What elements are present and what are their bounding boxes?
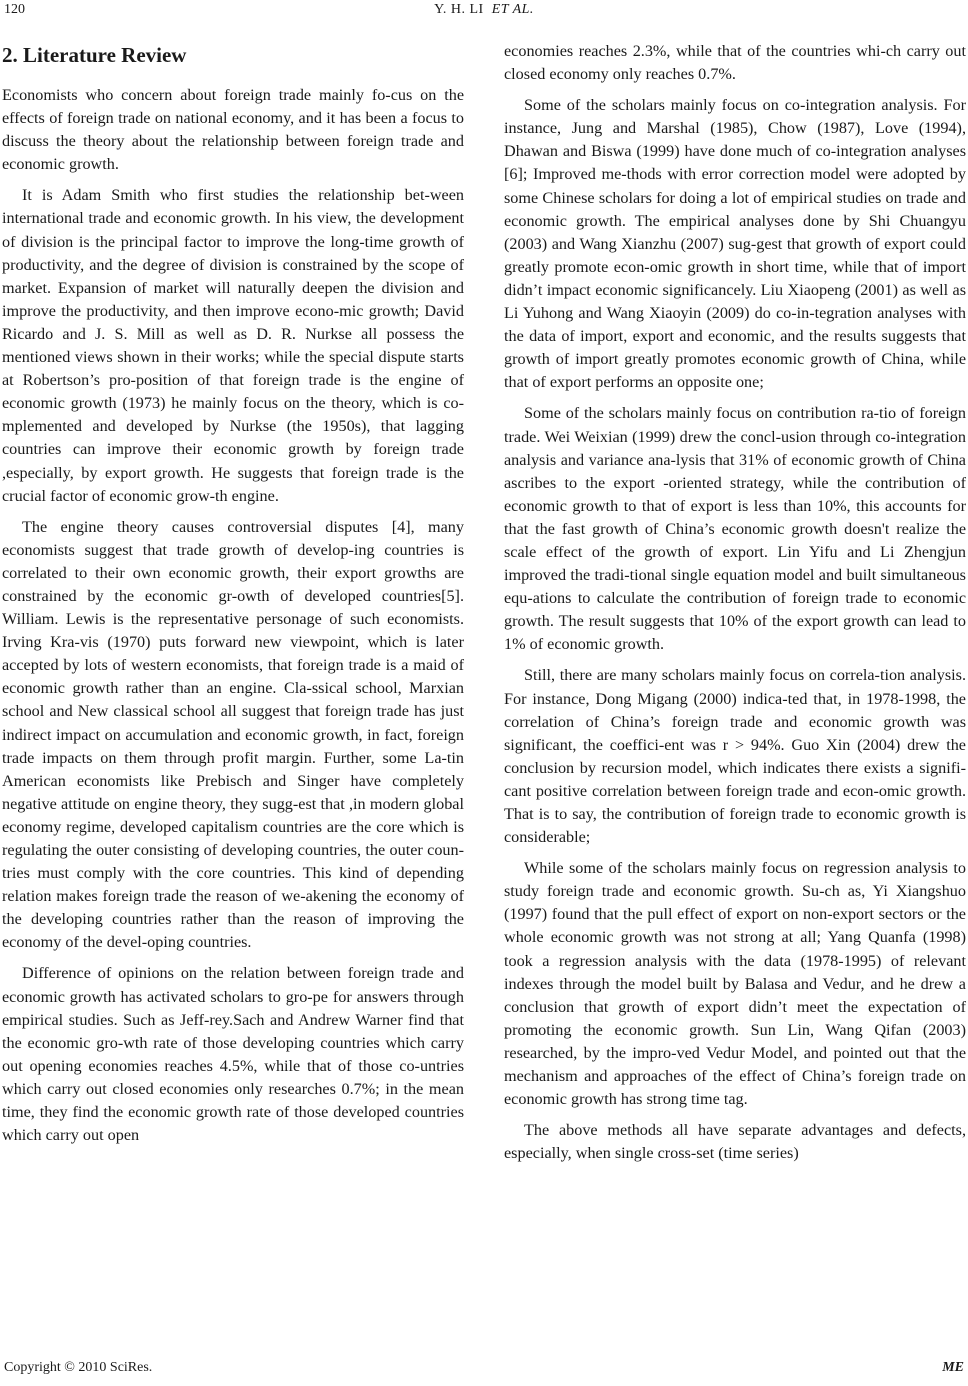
paragraph: The engine theory causes controversial disputes [4], many economists suggest that trade growth of develop-ing countries is correlated to their own economic growth, their export growths are constrained by the economic gr-owth of developed countries[5]. William. Lewis is the representative personage of such economists. Irving Kra-vis (1970) puts forward new viewpoint, which is later accepted by lots of western economists, that foreign trade is a maid of economic growth rather than an engine. Cla-ssical school, Marxian school and New classical school all suggest that foreign trade has just indirect impact on accumulation and economic growth, in fact, foreign trade impacts on them through profit margin. Further, some La-tin American economists like Prebisch and Singer have completely negative attitude on engine theory, they sugg-est that ,in modern global economy regime, developed capitalism countries are the core which is regulating the outer consisting of developing countries, the outer coun-tries must comply with the core countries. This kind of depending relation makes foreign trade the reason of we-akening the economy of the developing countries rather than the reason of improving the economy of the devel-oping countries. [2,517,464,952]
right-column [504,40,966,1173]
paragraph: Some of the scholars mainly focus on contribution ra-tio of foreign trade. Wei Weixian (1999) drew the concl-usion through co-integration analysis and variance ana-lysis that 31% of economic growth of China ascribes to the export -oriented strategy, while the contribution of economic growth to that of export is less than 10%, this accounts for that the fast growth of China’s economic growth doesn't realize the scale effect of the growth of export. Lin Yifu and Li Zhengjun improved the tradi-tional single equation model and built simultaneous equ-ations to calculate the contribution of foreign trade to economic growth. The result suggests that 10% of the export growth can lead to 1% of economic growth. [504,404,966,654]
paragraph: Some of the scholars mainly focus on co-integration analysis. For instance, Jung and Marshal (1985), Chow (1987), Love (1994), Dhawan and Biswa (1999) have done much of co-integration analyses [6]; Improved me-thods with error correction model were adopted by some Chinese scholars for doing a lot of empirical studies on trade and economic growth. The empirical analyses done by Shi Chuangyu (2003) and Wang Xianzhu (2007) sug-gest that growth of export could greatly promote econ-omic growth in short time, while that of import didn’t impact economic significancely. Liu Xiaopeng (2001) as well as Li Yuhong and Wang Xiaoyin (2009) do co-in-tegration analyses with the data of import, export and economic, and the results suggests that growth of import greatly promotes economic growth of China, while that of export performs an opposite one; [504,96,966,392]
page-number: 120 [4,2,25,17]
journal-abbreviation: ME [942,1360,964,1375]
running-title-author: Y. H. LI [434,2,484,17]
paragraph: Still, there are many scholars mainly focus on correla-tion analysis. For instance, Dong Migang (2000) indica-ted that, in 1978-1998, the correlation of China’s foreign trade and economic growth was significant, the coeffici-ent was r > 94%. Guo Xin (2004) drew the conclusion by recursion model, which indicates there exists a signifi-cant positive correlation between foreign trade and econ-omic growth. That is to say, the contribution of foreign trade to economic growth is considerable; [504,666,966,847]
paragraph: Economists who concern about foreign trade mainly fo-cus on the effects of foreign trade on national economy, and it has been a focus to discuss the theory about the relationship between foreign trade and economic growth. [2,86,464,174]
running-title [0,2,968,18]
paragraph: Difference of opinions on the relation between foreign trade and economic growth has activated scholars to gro-pe for answers through empirical studies. Such as Jeff-rey.Sach and Andrew Warner find that the economic gro-wth rate of those developing countries which carry out opening economies reaches 4.5%, while that of those co-untries which carry out closed economies only researches 0.7%; in the mean time, they find the economic growth rate of those developed countries which carry out open [2,964,464,1145]
paragraph: economies reaches 2.3%, while that of the countries whi-ch carry out closed economy only reaches 0.7%. [504,42,966,84]
section-heading: 2. Literature Review [2,43,187,67]
paragraph: The above methods all have separate advantages and defects, especially, when single cross-set (time series) [504,1121,966,1163]
paragraph: While some of the scholars mainly focus on regression analysis to study foreign trade and economic growth. Su-ch as, Yi Xiangshuo (1997) found that the pull effect of export on non-export sectors or the whole economic growth was not strong at all; Yang Quanfa (1998) took a regression analysis with the data (1978-1995) of relevant indexes through the model built by Balasa and Vedur, and he drew a conclusion that growth of export didn’t meet the expectation of promoting the economic growth. Sun Lin, Wang Qifan (2003) researched, by the impro-ved Vedur Model, and pointed out that the mechanism and approaches of the effect of China’s foreign trade on economic growth has strong time tag. [504,859,966,1109]
copyright-notice: Copyright © 2010 SciRes. [4,1360,153,1375]
left-column [2,32,464,1155]
running-title-et-al: ET AL. [491,2,534,17]
page-header [0,0,968,30]
page-footer [0,1356,968,1386]
paragraph: It is Adam Smith who first studies the relationship bet-ween international trade and economic growth. In his view, the development of division is the principal factor to improve the long-time growth of productivity, and the degree of division is constrained by the scope of market. Expansion of market will naturally deepen the division and improve the productivity, and then improve econo-mic growth; David Ricardo and J. S. Mill as well as D. R. Nurkse all possess the mentioned views shown in their works; while the special dispute starts at Robertson’s pro-position of that foreign trade is the engine of economic growth (1973) he mainly focus on the theory, which is co-mplemented and developed by Nurkse (the 1950s), that lagging countries can improve their economic growth by foreign trade ,especially, by export growth. He suggests that foreign trade is the crucial factor of economic grow-th engine. [2,186,464,505]
